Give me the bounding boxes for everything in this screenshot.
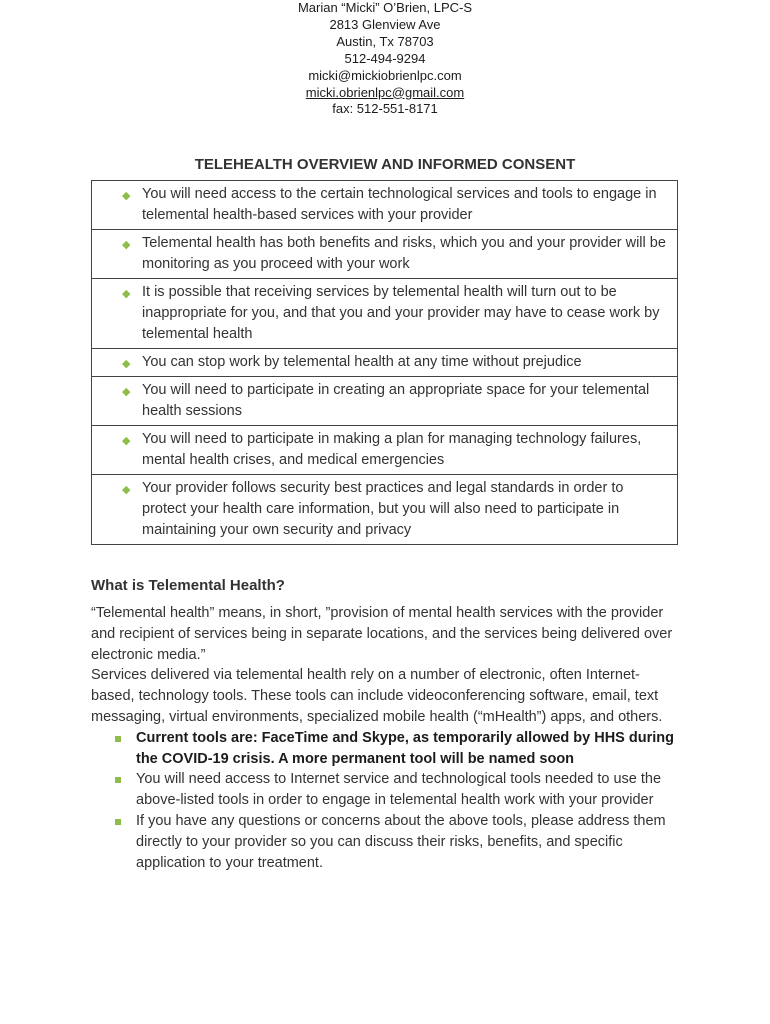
diamond-bullet-icon: ◆ <box>122 435 131 447</box>
city-state-zip: Austin, Tx 78703 <box>336 33 434 49</box>
street-address: 2813 Glenview Ave <box>329 16 441 32</box>
consent-item-text: You can stop work by telemental health at any time without prejudice <box>142 354 582 370</box>
diamond-bullet-icon: ◆ <box>122 358 131 370</box>
tools-paragraph: Services delivered via telemental health rely on a number of electronic, often Internet-based, technology tools. These tools can include videoconferencing software, email, text messaging, virtual environments, specialized mobile health (“mHealth”) apps, and others. <box>91 667 663 725</box>
consent-row <box>92 377 677 426</box>
consent-table <box>91 180 678 545</box>
list-item <box>91 769 681 811</box>
phone-number: 512-494-9294 <box>344 50 426 66</box>
fax-number: fax: 512-551-8171 <box>332 101 438 117</box>
consent-item-text: You will need to participate in making a plan for managing technology failures, mental health crises, and medical emergencies <box>142 431 642 468</box>
consent-item-text: You will need access to the certain technological services and tools to engage in telemental health-based services with your provider <box>142 186 657 223</box>
provider-name: Marian “Micki” O’Brien, LPC-S <box>297 0 473 15</box>
consent-item-text: Telemental health has both benefits and risks, which you and your provider will be monitoring as you proceed with your work <box>142 235 666 272</box>
diamond-bullet-icon: ◆ <box>122 386 131 398</box>
square-bullet-icon <box>115 819 121 825</box>
definition-paragraph: “Telemental health” means, in short, ”provision of mental health services with the provider and recipient of services being in separate locations, and the services being delivered over electronic media.” <box>91 605 673 663</box>
consent-row <box>92 475 677 544</box>
list-item-text: You will need access to Internet service and technological tools needed to use the above-listed tools in order to engage in telemental health work with your provider <box>136 771 662 809</box>
diamond-bullet-icon: ◆ <box>122 239 131 251</box>
tools-bullet-list <box>91 728 681 874</box>
consent-row <box>92 181 677 230</box>
telemental-health-section <box>91 576 681 873</box>
list-item <box>91 728 681 770</box>
email-primary: micki@mickiobrienlpc.com <box>308 67 462 83</box>
diamond-bullet-icon: ◆ <box>122 288 131 300</box>
document-title: TELEHEALTH OVERVIEW AND INFORMED CONSENT <box>194 156 576 173</box>
section-heading: What is Telemental Health? <box>91 577 285 594</box>
diamond-bullet-icon: ◆ <box>122 190 131 202</box>
consent-item-text: You will need to participate in creating an appropriate space for your telemental health sessions <box>142 382 650 419</box>
list-item-text: Current tools are: FaceTime and Skype, as temporarily allowed by HHS during the COVID-19 crisis. A more permanent tool will be named soon <box>136 729 674 767</box>
square-bullet-icon <box>115 736 121 742</box>
consent-row <box>92 279 677 349</box>
square-bullet-icon <box>115 777 121 783</box>
consent-item-text: Your provider follows security best practices and legal standards in order to protect your health care information, but you will also need to participate in maintaining your own security and privacy <box>142 480 624 538</box>
list-item <box>91 811 681 873</box>
contact-header <box>0 0 770 118</box>
consent-row <box>92 349 677 377</box>
email-secondary-link[interactable]: micki.obrienlpc@gmail.com <box>305 84 465 100</box>
consent-row <box>92 230 677 279</box>
consent-row <box>92 426 677 475</box>
diamond-bullet-icon: ◆ <box>122 484 131 496</box>
consent-item-text: It is possible that receiving services by telemental health will turn out to be inappropriate for you, and that you and your provider may have to cease work by telemental health <box>142 284 660 342</box>
list-item-text: If you have any questions or concerns about the above tools, please address them directly to your provider so you can discuss their risks, benefits, and specific application to your treatment. <box>136 812 666 871</box>
